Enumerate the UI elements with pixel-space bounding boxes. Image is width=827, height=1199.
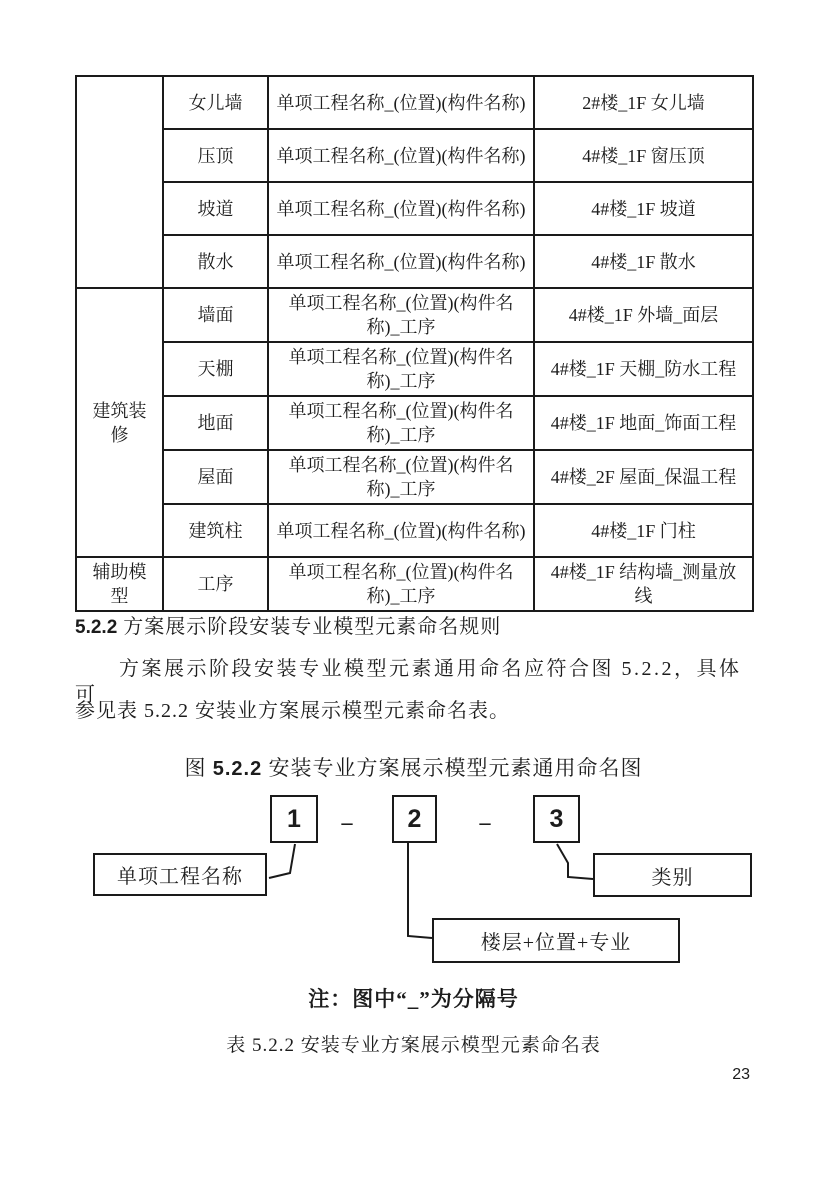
naming-rule-cell: 单项工程名称_(位置)(构件名称)_工序 [268,342,534,396]
table-row [76,129,753,182]
element-name-cell: 天棚 [163,342,268,396]
element-name-cell: 工序 [163,557,268,611]
diagram-number-box-2 [392,795,437,843]
diagram-number-2: 2 [407,804,422,833]
element-name-cell: 散水 [163,235,268,288]
paragraph-line-1: 方案展示阶段安装专业模型元素通用命名应符合图 5.2.2，具体可 [75,658,742,706]
element-name-cell: 屋面 [163,450,268,504]
table-row [76,396,753,450]
figure-title-text: 安装专业方案展示模型元素通用命名图 [268,756,643,780]
example-cell: 4#楼_1F 天棚_防水工程 [534,342,753,396]
connector-box3-to-label [557,844,593,879]
section-heading-text: 方案展示阶段安装专业模型元素命名规则 [123,616,502,638]
diagram-label-category: 类别 [593,853,752,897]
section-heading-number: 5.2.2 [75,617,118,638]
example-cell: 4#楼_1F 坡道 [534,182,753,235]
element-name-cell: 地面 [163,396,268,450]
example-cell: 4#楼_1F 门柱 [534,504,753,557]
table-row [76,504,753,557]
element-name-cell: 坡道 [163,182,268,235]
naming-rule-cell: 单项工程名称_(位置)(构件名称) [268,504,534,557]
diagram-number-box-1 [270,795,318,843]
naming-rule-cell: 单项工程名称_(位置)(构件名称) [268,129,534,182]
group-cell-continued [76,76,163,288]
naming-rule-cell: 单项工程名称_(位置)(构件名称)_工序 [268,288,534,342]
example-cell: 4#楼_1F 结构墙_测量放线 [534,557,753,611]
table-row [76,450,753,504]
connector-box2-to-label [408,843,432,938]
element-name-cell: 建筑柱 [163,504,268,557]
figure-note: 注：图中“_”为分隔号 [308,987,519,1011]
connector-box1-to-label [269,844,295,878]
diagram-separator-underscore-1: _ [341,802,353,827]
figure-title-prefix: 图 [184,756,207,780]
table-caption: 表 5.2.2 安装专业方案展示模型元素命名表 [226,1035,601,1056]
naming-rule-cell: 单项工程名称_(位置)(构件名称) [268,182,534,235]
table-row [76,288,753,342]
element-name-cell: 墙面 [163,288,268,342]
element-name-cell: 压顶 [163,129,268,182]
table-row [76,76,753,129]
naming-rule-cell: 单项工程名称_(位置)(构件名称) [268,235,534,288]
group-cell-building-decoration: 建筑装修 [76,288,163,557]
diagram-number-box-3 [533,795,580,843]
section-heading [75,610,775,639]
naming-table [75,75,754,612]
diagram-label-floor-position-discipline: 楼层+位置+专业 [432,918,680,963]
naming-rule-cell: 单项工程名称_(位置)(构件名称)_工序 [268,396,534,450]
diagram-separator-underscore-2: _ [479,802,491,827]
example-cell: 4#楼_1F 外墙_面层 [534,288,753,342]
diagram-number-3: 3 [549,804,564,833]
table-row [76,342,753,396]
group-cell-auxiliary-model: 辅助模型 [76,557,163,611]
example-cell: 2#楼_1F 女儿墙 [534,76,753,129]
table-row [76,557,753,611]
diagram-label-project-name: 单项工程名称 [93,853,267,896]
diagram-number-1: 1 [287,804,301,833]
figure-title [75,752,752,782]
page-number: 23 [732,1066,750,1083]
table-row [76,182,753,235]
paragraph-line-2: 参见表 5.2.2 安装业方案展示模型元素命名表。 [75,700,510,722]
table-row [76,235,753,288]
naming-rule-cell: 单项工程名称_(位置)(构件名称) [268,76,534,129]
element-name-cell: 女儿墙 [163,76,268,129]
example-cell: 4#楼_1F 地面_饰面工程 [534,396,753,450]
example-cell: 4#楼_1F 散水 [534,235,753,288]
example-cell: 4#楼_1F 窗压顶 [534,129,753,182]
naming-rule-cell: 单项工程名称_(位置)(构件名称)_工序 [268,450,534,504]
example-cell: 4#楼_2F 屋面_保温工程 [534,450,753,504]
naming-rule-cell: 单项工程名称_(位置)(构件名称)_工序 [268,557,534,611]
figure-title-number: 5.2.2 [212,758,263,780]
